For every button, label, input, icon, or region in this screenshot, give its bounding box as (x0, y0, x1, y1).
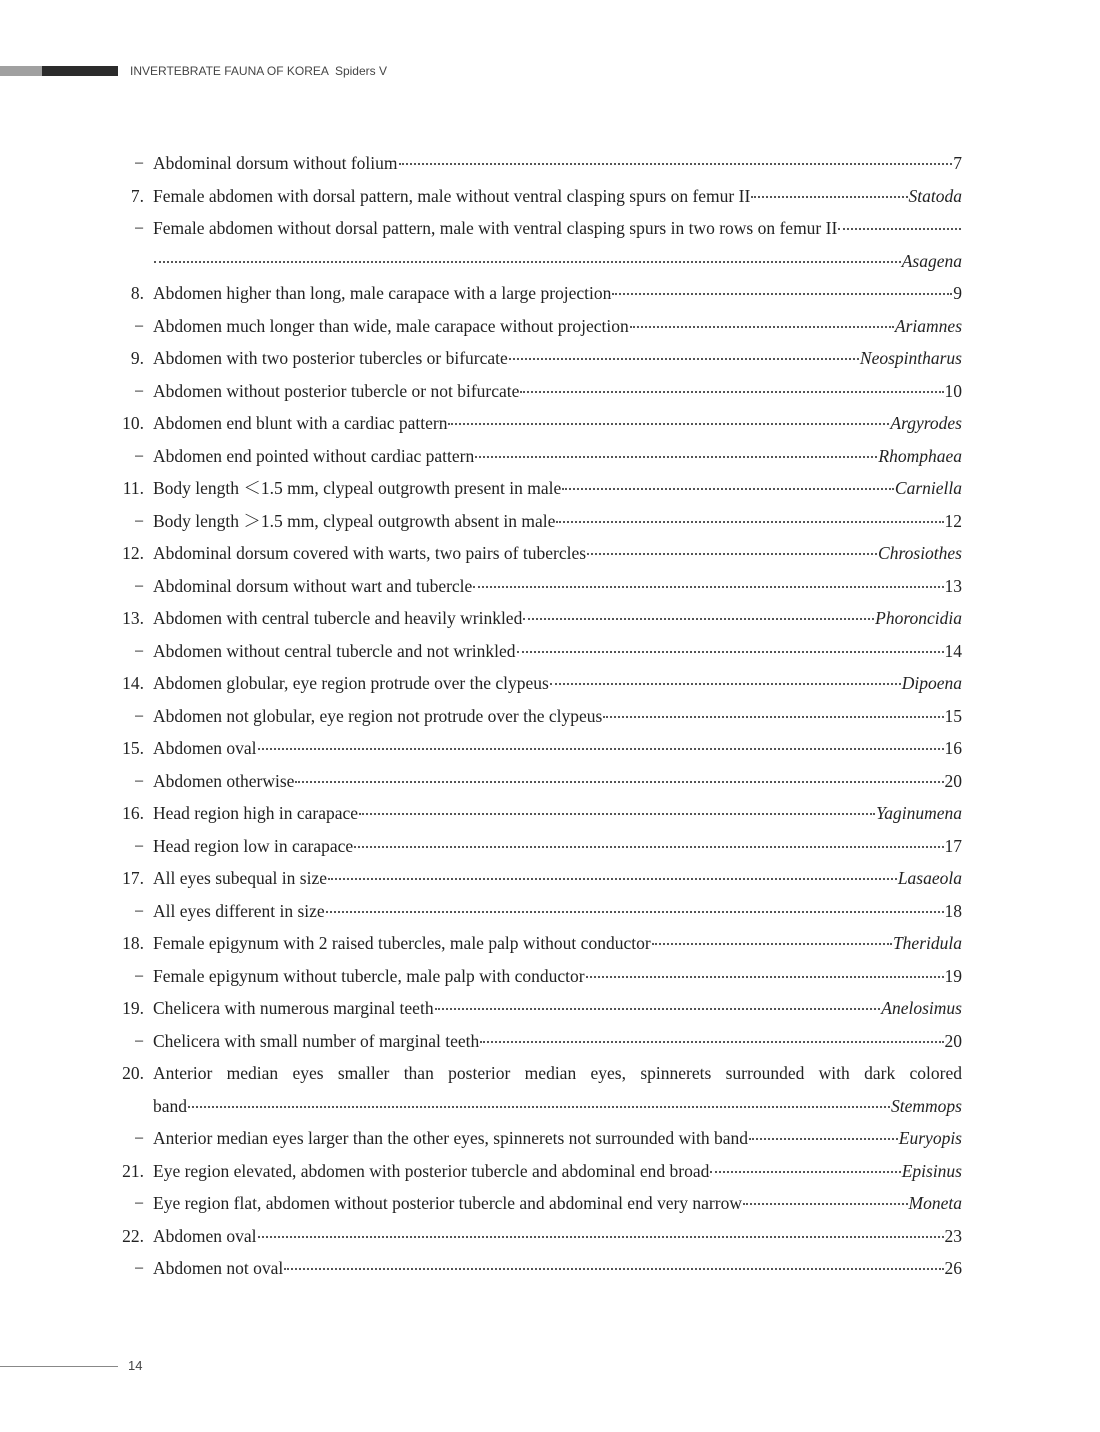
key-row (110, 797, 962, 830)
key-row (110, 602, 962, 635)
couplet-number: 11. (122, 478, 144, 498)
genus-result: Rhomphaea (878, 445, 962, 466)
couplet-number: − (134, 1030, 144, 1051)
couplet-text: All eyes subequal in size (153, 868, 327, 888)
dot-leader (473, 580, 943, 588)
couplet-reference: 10 (944, 380, 962, 401)
couplet-number: − (134, 900, 144, 921)
couplet-number: 18. (122, 933, 144, 953)
couplet-number: − (134, 770, 144, 791)
key-row (110, 1220, 962, 1253)
couplet-text: Abdomen higher than long, male carapace with a large projection (153, 283, 612, 303)
couplet-text: Abdomen otherwise (153, 770, 295, 791)
couplet-line (153, 407, 962, 440)
couplet-text: Female epigynum with 2 raised tubercles, male palp without conductor (153, 933, 651, 953)
couplet-text: Female abdomen with dorsal pattern, male without ventral clasping spurs on femur II (153, 185, 751, 206)
dot-leader (509, 352, 859, 360)
couplet-line (153, 1090, 962, 1123)
key-row (110, 407, 962, 440)
couplet-line (153, 1155, 962, 1188)
couplet-reference: 20 (944, 770, 962, 791)
couplet-line (153, 1122, 962, 1155)
couplet-text: Body length ＜1.5 mm, clypeal outgrowth present in male (153, 478, 562, 498)
genus-result: Anelosimus (881, 998, 962, 1018)
couplet-line (153, 342, 962, 375)
couplet-text: Abdominal dorsum without folium (153, 153, 398, 173)
couplet-reference: 17 (944, 835, 962, 856)
couplet-text: Eye region flat, abdomen without posterior tubercle and abdominal end very narrow (153, 1193, 742, 1213)
key-row (110, 505, 962, 538)
couplet-text: Female epigynum without tubercle, male palp with conductor (153, 965, 585, 986)
genus-result: Asagena (901, 250, 962, 271)
key-row (110, 342, 962, 375)
couplet-line (153, 862, 962, 895)
couplet-text: Abdomen end pointed without cardiac pattern (153, 445, 475, 466)
key-row (110, 212, 962, 245)
dot-leader (435, 1002, 881, 1010)
key-row (110, 1057, 962, 1090)
key-row (110, 1187, 962, 1220)
key-row (110, 180, 962, 213)
couplet-line (153, 765, 962, 798)
key-row (110, 1155, 962, 1188)
couplet-reference: 7 (953, 153, 962, 173)
couplet-text: Anterior median eyes larger than the other eyes, spinnerets not surrounded with band (153, 1128, 748, 1148)
couplet-line (153, 212, 962, 245)
header-subtitle: Spiders V (334, 64, 387, 78)
key-row (110, 1090, 962, 1123)
key-row (110, 147, 962, 180)
dot-leader (550, 677, 901, 685)
genus-result: Dipoena (901, 673, 962, 693)
couplet-reference: 16 (944, 738, 962, 758)
couplet-line (153, 635, 962, 668)
couplet-number: 12. (122, 543, 144, 563)
key-row (110, 667, 962, 700)
couplet-text: Abdomen with central tubercle and heavily wrinkled (153, 608, 523, 628)
identification-key (110, 147, 962, 1285)
dot-leader (751, 190, 907, 198)
couplet-line (153, 440, 962, 473)
dot-leader (354, 840, 943, 848)
couplet-line (153, 505, 962, 538)
genus-result: Theridula (892, 933, 962, 953)
dot-leader (743, 1197, 908, 1205)
genus-result: Argyrodes (890, 413, 962, 433)
couplet-text: Chelicera with numerous marginal teeth (153, 998, 434, 1018)
couplet-text: Body length ＞1.5 mm, clypeal outgrowth absent in male (153, 510, 556, 531)
couplet-line (153, 895, 962, 928)
header-bar-dark (42, 66, 118, 76)
couplet-line (153, 375, 962, 408)
genus-result: Statoda (908, 185, 962, 206)
dot-leader (258, 742, 944, 750)
dot-leader (587, 547, 877, 555)
couplet-number: 14. (122, 673, 144, 693)
couplet-text: Eye region elevated, abdomen with posterior tubercle and abdominal end broad (153, 1160, 710, 1181)
couplet-line (153, 1025, 962, 1058)
couplet-line (153, 602, 962, 635)
dot-leader (603, 710, 943, 718)
couplet-text: Head region high in carapace (153, 803, 359, 823)
couplet-text: Abdomen not oval (153, 1258, 284, 1278)
couplet-number: − (134, 575, 144, 596)
genus-result: Carniella (894, 478, 962, 498)
couplet-reference: 20 (944, 1030, 962, 1051)
couplet-number: 22. (122, 1225, 144, 1246)
dot-leader (520, 385, 943, 393)
key-row (110, 472, 962, 505)
couplet-text: band (153, 1095, 188, 1116)
couplet-text: Abdomen oval (153, 738, 257, 758)
key-row (110, 245, 962, 278)
dot-leader (154, 255, 901, 263)
couplet-reference: 9 (953, 283, 962, 303)
dot-leader (562, 482, 894, 490)
dot-leader (749, 1132, 898, 1140)
dot-leader (586, 970, 944, 978)
couplet-text: Head region low in carapace (153, 835, 354, 856)
couplet-number: − (134, 835, 144, 856)
couplet-number: − (134, 218, 144, 238)
couplet-text: All eyes different in size (153, 900, 325, 921)
dot-leader (523, 612, 874, 620)
dot-leader (399, 157, 953, 165)
couplet-reference: 23 (944, 1225, 962, 1246)
header-title: INVERTEBRATE FAUNA OF KOREA (130, 64, 329, 78)
couplet-number: 21. (122, 1160, 144, 1181)
couplet-text: Abdominal dorsum covered with warts, two pairs of tubercles (153, 543, 587, 563)
key-row (110, 310, 962, 343)
couplet-number: 16. (122, 803, 144, 823)
dot-leader (328, 872, 897, 880)
couplet-number: − (134, 1193, 144, 1213)
key-row (110, 1122, 962, 1155)
couplet-number: 9. (130, 348, 144, 368)
dot-leader (258, 1230, 944, 1238)
couplet-line (153, 245, 962, 278)
couplet-reference: 26 (944, 1258, 962, 1278)
key-row (110, 440, 962, 473)
couplet-line (153, 1252, 962, 1285)
key-row (110, 700, 962, 733)
key-row (110, 635, 962, 668)
couplet-number: − (134, 445, 144, 466)
dot-leader (475, 450, 877, 458)
couplet-line (153, 472, 962, 505)
couplet-text: Abdominal dorsum without wart and tubercle (153, 575, 473, 596)
couplet-line (153, 797, 962, 830)
key-row (110, 927, 962, 960)
couplet-number: − (134, 705, 144, 726)
genus-result: Stemmops (891, 1095, 962, 1116)
genus-result: Lasaeola (897, 868, 962, 888)
couplet-number: − (134, 153, 144, 173)
couplet-text: Anterior median eyes smaller than posterior median eyes, spinnerets surrounded with dark colored (153, 1063, 962, 1083)
couplet-line (153, 570, 962, 603)
couplet-number: − (134, 510, 144, 531)
dot-leader (359, 807, 875, 815)
couplet-line (153, 1220, 962, 1253)
couplet-number: 17. (122, 868, 144, 888)
couplet-text: Abdomen oval (153, 1225, 257, 1246)
dot-leader (188, 1100, 890, 1108)
footer-rule (0, 1366, 118, 1367)
couplet-number: 10. (122, 413, 144, 433)
key-row (110, 1252, 962, 1285)
dot-leader (710, 1165, 900, 1173)
dot-leader (326, 905, 944, 913)
couplet-text: Abdomen with two posterior tubercles or bifurcate (153, 348, 508, 368)
couplet-number: − (134, 640, 144, 661)
genus-result: Chrosiothes (878, 543, 962, 563)
couplet-line (153, 180, 962, 213)
page-number: 14 (128, 1358, 143, 1373)
key-row (110, 277, 962, 310)
couplet-reference: 14 (944, 640, 962, 661)
dot-leader (838, 222, 961, 230)
couplet-number: − (134, 1258, 144, 1278)
couplet-number: − (134, 315, 144, 336)
genus-result: Euryopis (898, 1128, 962, 1148)
key-row (110, 895, 962, 928)
genus-result: Episinus (901, 1160, 962, 1181)
couplet-text: Abdomen end blunt with a cardiac pattern (153, 413, 448, 433)
key-row (110, 570, 962, 603)
couplet-line (153, 1187, 962, 1220)
dot-leader (448, 417, 889, 425)
couplet-line (153, 732, 962, 765)
couplet-number: 19. (122, 998, 144, 1018)
dot-leader (556, 515, 943, 523)
couplet-text: Abdomen much longer than wide, male carapace without projection (153, 315, 629, 336)
dot-leader (295, 775, 943, 783)
couplet-line (153, 960, 962, 993)
genus-result: Ariamnes (894, 315, 962, 336)
couplet-reference: 13 (944, 575, 962, 596)
couplet-number: 20. (122, 1063, 144, 1083)
couplet-line (153, 830, 962, 863)
couplet-number: 8. (130, 283, 144, 303)
couplet-text: Abdomen globular, eye region protrude over the clypeus (153, 673, 549, 693)
genus-result: Neospintharus (859, 348, 962, 368)
couplet-text: Chelicera with small number of marginal teeth (153, 1030, 480, 1051)
key-row (110, 960, 962, 993)
couplet-text: Abdomen not globular, eye region not protrude over the clypeus (153, 705, 603, 726)
dot-leader (630, 320, 894, 328)
couplet-number: − (134, 965, 144, 986)
genus-result: Phoroncidia (875, 608, 962, 628)
dot-leader (480, 1035, 943, 1043)
dot-leader (652, 937, 892, 945)
couplet-reference: 12 (944, 510, 962, 531)
couplet-line (153, 927, 962, 960)
couplet-line (153, 147, 962, 180)
dot-leader (612, 287, 952, 295)
couplet-line (153, 1057, 962, 1090)
dot-leader (517, 645, 944, 653)
key-row (110, 375, 962, 408)
key-row (110, 830, 962, 863)
couplet-number: 15. (122, 738, 144, 758)
couplet-reference: 18 (944, 900, 962, 921)
couplet-line (153, 992, 962, 1025)
couplet-number: 7. (130, 185, 144, 206)
running-header (130, 64, 387, 78)
dot-leader (284, 1262, 943, 1270)
key-row (110, 992, 962, 1025)
couplet-line (153, 667, 962, 700)
couplet-number: − (134, 1128, 144, 1148)
key-row (110, 537, 962, 570)
key-row (110, 765, 962, 798)
genus-result: Yaginumena (876, 803, 962, 823)
couplet-line (153, 537, 962, 570)
genus-result: Moneta (908, 1193, 962, 1213)
couplet-reference: 15 (944, 705, 962, 726)
couplet-number: − (134, 380, 144, 401)
couplet-line (153, 277, 962, 310)
couplet-line (153, 310, 962, 343)
couplet-text: Abdomen without posterior tubercle or not bifurcate (153, 380, 520, 401)
key-row (110, 1025, 962, 1058)
couplet-text: Abdomen without central tubercle and not wrinkled (153, 640, 516, 661)
couplet-number: 13. (122, 608, 144, 628)
couplet-text: Female abdomen without dorsal pattern, male with ventral clasping spurs in two rows on femur II (153, 218, 838, 238)
header-bar-light (0, 66, 42, 76)
key-row (110, 732, 962, 765)
couplet-reference: 19 (944, 965, 962, 986)
couplet-line (153, 700, 962, 733)
key-row (110, 862, 962, 895)
